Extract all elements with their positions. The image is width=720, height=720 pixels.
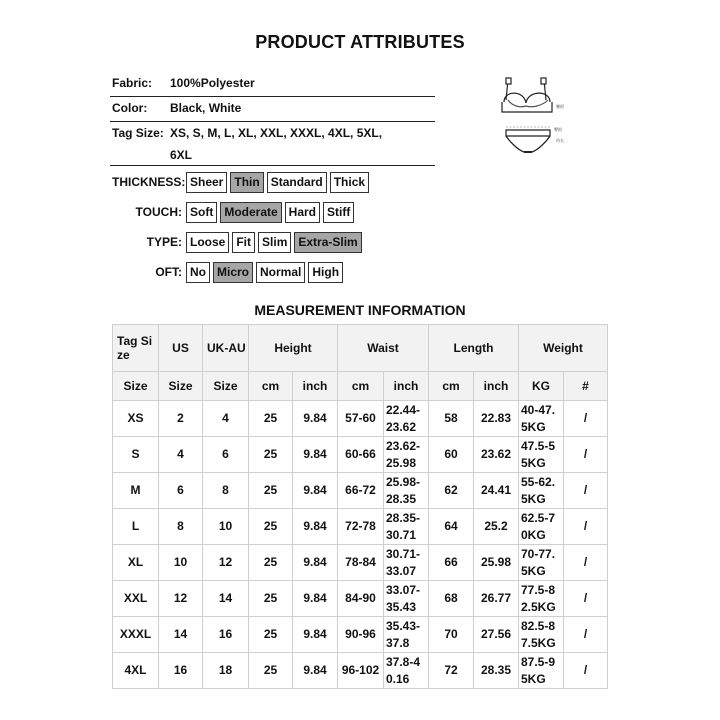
table-cell: / [564,581,608,617]
table-cell: 82.5-87.5KG [519,617,564,653]
table-cell: 62.5-70KG [519,509,564,545]
bottom-waistband [506,130,550,136]
header-tag-size: Tag Size [113,325,159,372]
table-cell: 8 [159,509,203,545]
table-cell: 9.84 [293,401,338,437]
table-cell: 77.5-82.5KG [519,581,564,617]
tag-size-row [110,122,435,166]
table-row [113,473,608,509]
table-cell: 25 [249,617,293,653]
header-waist: Waist [338,325,429,372]
table-cell: 14 [159,617,203,653]
table-cell: / [564,653,608,689]
table-cell: 6 [203,437,249,473]
thickness-option: Thick [330,172,369,193]
strap-end-left [506,78,511,84]
table-cell: XXL [113,581,159,617]
table-cell: 12 [203,545,249,581]
bikini-diagram [498,76,578,168]
table-row [113,581,608,617]
table-cell: 18 [203,653,249,689]
table-cell: 35.43-37.8 [384,617,429,653]
table-cell: 2 [159,401,203,437]
table-cell: 16 [203,617,249,653]
touch-row [112,201,357,223]
table-cell: 24.41 [474,473,519,509]
table-row [113,401,608,437]
table-cell: XS [113,401,159,437]
table-row [113,509,608,545]
strap-end-right [541,78,546,84]
table-cell: 25 [249,437,293,473]
table-cell: 12 [159,581,203,617]
table-cell: 70-77.5KG [519,545,564,581]
table-cell: 25 [249,401,293,437]
table-cell: 25.2 [474,509,519,545]
type-option-selected: Extra-Slim [294,232,361,253]
table-cell: 72-78 [338,509,384,545]
table-cell: / [564,617,608,653]
table-cell: 25 [249,509,293,545]
table-cell: 8 [203,473,249,509]
fabric-row [110,76,435,97]
table-cell: M [113,473,159,509]
table-cell: 9.84 [293,581,338,617]
header-unit-cell: inch [293,372,338,401]
table-cell: 96-102 [338,653,384,689]
touch-option-selected: Moderate [220,202,281,223]
table-cell: 25 [249,581,293,617]
table-cell: 60 [429,437,474,473]
table-cell: 25.98-28.35 [384,473,429,509]
tag-size-values [170,122,382,166]
table-cell: 64 [429,509,474,545]
oft-label: OFT: [155,265,182,279]
table-cell: XXXL [113,617,159,653]
table-row [113,437,608,473]
table-cell: 84-90 [338,581,384,617]
table-cell: 68 [429,581,474,617]
header-unit-cell: Size [203,372,249,401]
page-title: PRODUCT ATTRIBUTES [255,32,465,52]
table-cell: 26.77 [474,581,519,617]
table-cell: 55-62.5KG [519,473,564,509]
table-cell: 70 [429,617,474,653]
table-cell: 40-47.5KG [519,401,564,437]
color-row [110,101,435,122]
touch-label: TOUCH: [135,205,182,219]
table-cell: 9.84 [293,653,338,689]
table-cell: 66 [429,545,474,581]
header-unit-cell: cm [249,372,293,401]
oft-option: High [308,262,343,283]
measurement-table [112,324,608,689]
table-cell: 22.44-23.62 [384,401,429,437]
type-label: TYPE: [146,235,182,249]
thickness-option-selected: Thin [230,172,263,193]
touch-option: Soft [186,202,217,223]
table-row [113,617,608,653]
table-cell: 4 [203,401,249,437]
header-unit-cell: Size [159,372,203,401]
tag-size-line1: XS, S, M, L, XL, XXL, XXXL, 4XL, 5XL, [170,126,383,140]
table-cell: 57-60 [338,401,384,437]
table-cell: 9.84 [293,509,338,545]
table-cell: 37.8-40.16 [384,653,429,689]
thickness-row [112,171,372,193]
table-cell: 66-72 [338,473,384,509]
table-cell: 9.84 [293,473,338,509]
header-weight: Weight [519,325,608,372]
table-cell: 23.62-25.98 [384,437,429,473]
table-cell: 47.5-55KG [519,437,564,473]
table-cell: 4XL [113,653,159,689]
table-cell: / [564,509,608,545]
thickness-label: THICKNESS: [112,175,186,189]
oft-option: No [186,262,210,283]
header-uk-au: UK-AU [203,325,249,372]
table-cell: 72 [429,653,474,689]
tag-size-line2: 6XL [170,148,193,162]
measurement-title: MEASUREMENT INFORMATION [254,302,466,318]
table-cell: 30.71-33.07 [384,545,429,581]
table-cell: 25 [249,473,293,509]
tag-size-label: Tag Size: [112,126,164,140]
table-cell: L [113,509,159,545]
table-cell: 33.07-35.43 [384,581,429,617]
diagram-label-bottom: 裆长 [556,138,564,143]
table-cell: / [564,401,608,437]
table-cell: 28.35-30.71 [384,509,429,545]
touch-option: Stiff [323,202,354,223]
table-cell: 27.56 [474,617,519,653]
table-cell: 14 [203,581,249,617]
type-option: Slim [258,232,291,253]
table-cell: S [113,437,159,473]
header-length: Length [429,325,519,372]
table-row [113,653,608,689]
diagram-label-mid: 臀围 [554,127,562,132]
table-cell: / [564,545,608,581]
table-cell: 23.62 [474,437,519,473]
table-cell: 6 [159,473,203,509]
header-us: US [159,325,203,372]
table-row [113,545,608,581]
header-unit-cell: KG [519,372,564,401]
fabric-value: 100%Polyester [170,76,255,90]
header-unit-cell: cm [429,372,474,401]
oft-option-selected: Micro [213,262,253,283]
table-cell: 25.98 [474,545,519,581]
header-unit-cell: # [564,372,608,401]
table-cell: 60-66 [338,437,384,473]
table-cell: 22.83 [474,401,519,437]
header-unit-cell: cm [338,372,384,401]
touch-option: Hard [285,202,320,223]
bra-cup-left [504,93,526,103]
table-cell: / [564,437,608,473]
header-unit-cell: Size [113,372,159,401]
table-cell: 9.84 [293,545,338,581]
header-row-1 [113,325,608,372]
thickness-option: Standard [267,172,327,193]
type-row [112,231,365,253]
table-cell: 9.84 [293,437,338,473]
table-cell: 78-84 [338,545,384,581]
oft-option: Normal [256,262,305,283]
thickness-option: Sheer [186,172,227,193]
table-cell: 25 [249,653,293,689]
table-cell: 58 [429,401,474,437]
oft-row [112,261,346,283]
table-cell: XL [113,545,159,581]
table-cell: 90-96 [338,617,384,653]
bra-cup-lines [508,100,548,107]
table-cell: 87.5-95KG [519,653,564,689]
header-row-2 [113,372,608,401]
color-label: Color: [112,101,148,115]
table-cell: 25 [249,545,293,581]
diagram-label-top: 腰围 [556,104,564,109]
header-height: Height [249,325,338,372]
table-cell: 62 [429,473,474,509]
table-cell: 10 [159,545,203,581]
table-cell: 9.84 [293,617,338,653]
header-unit-cell: inch [474,372,519,401]
header-unit-cell: inch [384,372,429,401]
color-value: Black, White [170,101,242,115]
type-option: Loose [186,232,229,253]
table-cell: 10 [203,509,249,545]
type-option: Fit [232,232,255,253]
table-cell: 4 [159,437,203,473]
table-cell: 16 [159,653,203,689]
table-cell: 28.35 [474,653,519,689]
bottom-body [506,136,550,152]
fabric-label: Fabric: [112,76,153,90]
table-cell: / [564,473,608,509]
